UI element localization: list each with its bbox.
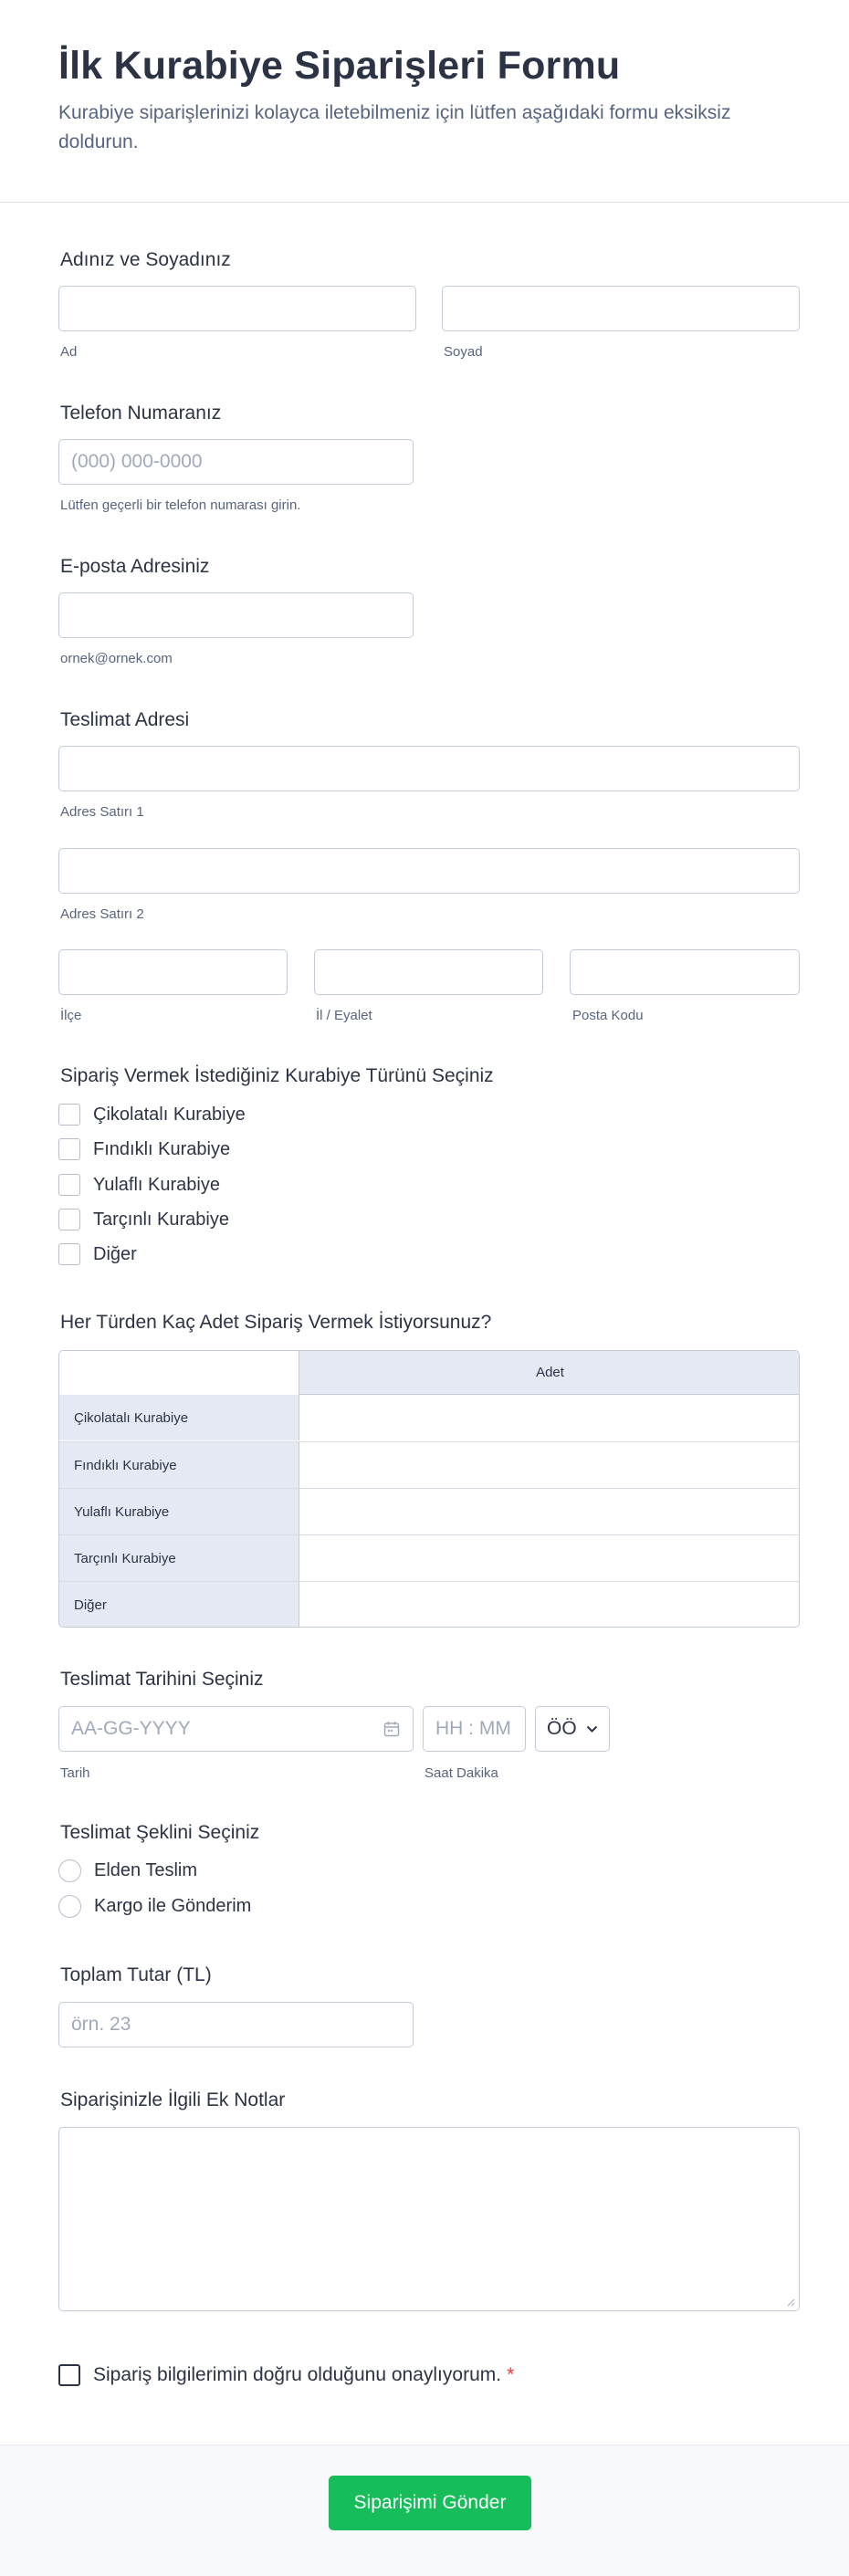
- postal-code-sublabel: Posta Kodu: [572, 1008, 644, 1023]
- cookie-option[interactable]: [58, 1138, 230, 1160]
- email-label: E-posta Adresiniz: [60, 556, 210, 577]
- matrix-row-label: Tarçınlı Kurabiye: [59, 1535, 299, 1581]
- quantity-matrix: [58, 1350, 800, 1628]
- radio-button[interactable]: [58, 1859, 81, 1882]
- total-input[interactable]: örn. 23: [58, 2002, 414, 2047]
- matrix-input-cell[interactable]: [299, 1535, 800, 1581]
- matrix-row-label: Yulaflı Kurabiye: [59, 1489, 299, 1534]
- notes-textarea[interactable]: [58, 2127, 800, 2311]
- address-line2-input[interactable]: [58, 848, 800, 894]
- checkbox[interactable]: [58, 1174, 80, 1196]
- calendar-icon[interactable]: [383, 1721, 400, 1737]
- checkbox[interactable]: [58, 1243, 80, 1265]
- time-input[interactable]: HH : MM: [423, 1706, 526, 1752]
- cookie-option-label: Çikolatalı Kurabiye: [93, 1104, 246, 1125]
- checkbox[interactable]: [58, 1209, 80, 1230]
- name-label: Adınız ve Soyadınız: [60, 249, 231, 270]
- province-input[interactable]: [314, 949, 543, 995]
- cookie-option-label: Yulaflı Kurabiye: [93, 1174, 220, 1195]
- header-divider: [0, 202, 849, 203]
- table-row: [59, 1395, 800, 1441]
- matrix-input-cell[interactable]: [299, 1395, 800, 1440]
- delivery-option-label: Kargo ile Gönderim: [94, 1896, 252, 1916]
- address-line1-sublabel: Adres Satırı 1: [60, 804, 144, 820]
- email-input[interactable]: [58, 592, 414, 638]
- date-placeholder: AA-GG-YYYY: [71, 1718, 191, 1739]
- delivery-date-label: Teslimat Tarihini Seçiniz: [60, 1669, 264, 1690]
- resize-handle-icon[interactable]: [786, 2298, 795, 2307]
- ampm-value: ÖÖ: [547, 1718, 577, 1739]
- phone-input[interactable]: (000) 000-0000: [58, 439, 414, 485]
- district-sublabel: İlçe: [60, 1008, 82, 1023]
- address-label: Teslimat Adresi: [60, 709, 190, 730]
- first-name-input[interactable]: [58, 286, 416, 331]
- delivery-option[interactable]: [58, 1895, 251, 1918]
- chevron-down-icon: [586, 1725, 598, 1733]
- checkbox[interactable]: [58, 1138, 80, 1160]
- phone-label: Telefon Numaranız: [60, 403, 222, 424]
- postal-code-input[interactable]: [570, 949, 800, 995]
- checkbox[interactable]: [58, 1104, 80, 1126]
- form-subtitle: Kurabiye siparişlerinizi kolayca iletebilmeniz için lütfen aşağıdaki formu eksiksiz doldurun.: [58, 102, 731, 152]
- province-sublabel: İl / Eyalet: [316, 1008, 372, 1023]
- address-line2-sublabel: Adres Satırı 2: [60, 906, 144, 922]
- cookie-option-label: Fındıklı Kurabiye: [93, 1138, 231, 1159]
- phone-sublabel: Lütfen geçerli bir telefon numarası girin.: [60, 497, 301, 513]
- notes-label: Siparişinizle İlgili Ek Notlar: [60, 2089, 286, 2110]
- delivery-option-label: Elden Teslim: [94, 1860, 198, 1880]
- table-row: [59, 1581, 800, 1628]
- cookie-option[interactable]: [58, 1209, 229, 1230]
- time-sublabel: Saat Dakika: [424, 1765, 498, 1781]
- cookie-option-label: Diğer: [93, 1243, 137, 1264]
- email-sublabel: ornek@ornek.com: [60, 651, 173, 666]
- table-row: [59, 1441, 800, 1488]
- matrix-input-cell[interactable]: [299, 1442, 800, 1488]
- cookie-type-label: Sipariş Vermek İstediğiniz Kurabiye Türünü Seçiniz: [60, 1065, 494, 1086]
- matrix-row-label: Diğer: [59, 1582, 299, 1628]
- matrix-input-cell[interactable]: [299, 1582, 800, 1628]
- cookie-option[interactable]: [58, 1243, 137, 1265]
- required-asterisk: *: [507, 2364, 515, 2385]
- first-name-sublabel: Ad: [60, 344, 78, 360]
- radio-button[interactable]: [58, 1895, 81, 1918]
- ampm-select[interactable]: [535, 1706, 610, 1752]
- table-row: [59, 1488, 800, 1534]
- total-label: Toplam Tutar (TL): [60, 1964, 212, 1985]
- quantity-label: Her Türden Kaç Adet Sipariş Vermek İstiyorsunuz?: [60, 1312, 492, 1333]
- last-name-sublabel: Soyad: [444, 344, 483, 360]
- date-input[interactable]: [58, 1706, 414, 1752]
- district-input[interactable]: [58, 949, 288, 995]
- submit-button[interactable]: Siparişimi Gönder: [329, 2476, 531, 2530]
- confirm-row[interactable]: [58, 2364, 514, 2386]
- date-sublabel: Tarih: [60, 1765, 90, 1781]
- confirm-checkbox[interactable]: [58, 2364, 80, 2386]
- matrix-column-header: Adet: [299, 1351, 800, 1395]
- matrix-row-label: Çikolatalı Kurabiye: [59, 1395, 299, 1440]
- cookie-option[interactable]: [58, 1174, 220, 1196]
- address-line1-input[interactable]: [58, 746, 800, 791]
- cookie-option[interactable]: [58, 1104, 246, 1126]
- last-name-input[interactable]: [442, 286, 800, 331]
- delivery-option[interactable]: [58, 1859, 197, 1882]
- table-row: [59, 1534, 800, 1581]
- matrix-input-cell[interactable]: [299, 1489, 800, 1534]
- cookie-option-label: Tarçınlı Kurabiye: [93, 1209, 229, 1230]
- delivery-method-label: Teslimat Şeklini Seçiniz: [60, 1822, 260, 1843]
- matrix-row-label: Fındıklı Kurabiye: [59, 1442, 299, 1488]
- form-title: İlk Kurabiye Siparişleri Formu: [58, 44, 621, 88]
- confirm-text: Sipariş bilgilerimin doğru olduğunu onaylıyorum.: [93, 2364, 502, 2385]
